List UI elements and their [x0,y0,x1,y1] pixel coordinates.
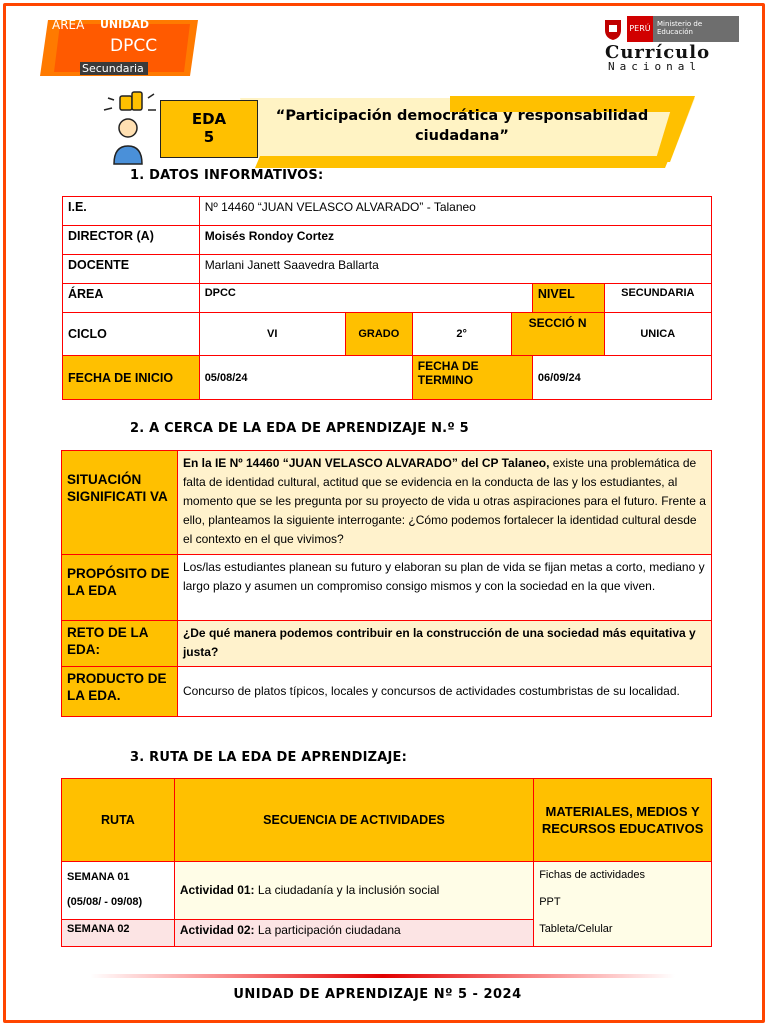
nivel-value: SECUNDARIA [604,284,711,313]
activity2-text: La participación ciudadana [254,922,401,937]
ministry-label: Ministerio de Educación [653,16,739,42]
material-item: Fichas de actividades [539,869,645,881]
material-item: Tableta/Celular [539,923,613,935]
week1-dates: (05/08/ - 09/08) [67,896,143,908]
materials-cell [534,862,712,947]
eda-title: “Participación democrática y responsabilidad ciudadana” [275,108,649,144]
level-label: Secundaria [80,62,148,75]
section2-title: 2. A CERCA DE LA EDA DE APRENDIZAJE N.º 5 [130,421,469,436]
docente-label: DOCENTE [63,255,200,284]
nivel-label: NIVEL [532,284,604,313]
situacion-label: SITUACIÓN SIGNIFICATI VA [62,451,178,555]
week1-cell [62,862,175,920]
activity2-cell [174,919,533,946]
eda-number: 5 [203,128,215,146]
header-materiales: MATERIALES, MEDIOS Y RECURSOS EDUCATIVOS [534,779,712,862]
course-label: DPCC [110,36,158,56]
fecha-termino-label: FECHA DE TERMINO [412,356,532,400]
section1-title: 1. DATOS INFORMATIVOS: [130,168,324,183]
grado-value: 2° [412,313,511,356]
activity1-text: La ciudadanía y la inclusión social [254,883,440,898]
proposito-text: Los/las estudiantes planean su futuro y elaboran su plan de vida se fijan metas a corto, mediano y largo plazo y asumen un compromiso consigo mismos y con la sociedad en la que viven. [177,555,711,621]
activity2-label: Actividad 02: [179,922,255,937]
unidad-label: UNIDAD [100,18,150,31]
datos-table [62,196,712,400]
director-label: DIRECTOR (A) [63,226,200,255]
eda-about-table [61,450,712,717]
fecha-inicio-value: 05/08/24 [199,356,412,400]
ciclo-label: CICLO [63,313,200,356]
material-item: PPT [539,896,561,908]
curriculo-subtitle: Nacional [608,60,701,73]
seccion-label: SECCIÓ N [511,313,604,356]
producto-label: PRODUCTO DE LA EDA. [62,667,178,717]
eda-label: EDA [191,110,227,128]
grado-label: GRADO [345,313,412,356]
director-value: Moisés Rondoy Cortez [199,226,711,255]
reto-label: RETO DE LA EDA: [62,621,178,667]
area-label: ÁREA [52,18,85,32]
ie-label: I.E. [63,197,200,226]
ciclo-value: VI [199,313,345,356]
fecha-inicio-label: FECHA DE INICIO [63,356,200,400]
footer-title: UNIDAD DE APRENDIZAJE Nº 5 - 2024 [233,987,522,1002]
header-ruta: RUTA [62,779,175,862]
eda-number-box [160,100,258,158]
ruta-table [61,778,712,947]
reto-text: ¿De qué manera podemos contribuir en la construcción de una sociedad más equitativa y justa? [177,621,711,667]
ie-value: Nº 14460 “JUAN VELASCO ALVARADO” - Talaneo [199,197,711,226]
week2-label: SEMANA 02 [62,919,175,946]
curriculo-title: Currículo [605,42,711,63]
peru-label: PERÚ [627,16,653,42]
docente-value: Marlani Janett Saavedra Ballarta [199,255,711,284]
fecha-termino-value: 06/09/24 [532,356,711,400]
week1-label: SEMANA 01 [67,871,130,883]
activity1-cell [174,862,533,920]
activity1-label: Actividad 01: [179,883,255,898]
proposito-label: PROPÓSITO DE LA EDA [62,555,178,621]
footer-divider [90,974,675,978]
situacion-body: existe una problemática de falta de identidad cultural, actitud que se evidencia en la conducta de las y los estudiantes, al momento que se les pregunta por su proyecto de vida u otras aspiraciones para el futuro. Frente a ello, planteamos la siguiente interrogante: ¿Cómo podemos fortalecer la identidad cultural desde el contexto en el que vivimos? [182,456,706,546]
header-secuencia: SECUENCIA DE ACTIVIDADES [174,779,533,862]
situacion-text [177,451,711,555]
area-value: DPCC [199,284,532,313]
situacion-bold: En la IE Nº 14460 “JUAN VELASCO ALVARADO” del CP Talaneo, [182,456,550,470]
seccion-value: UNICA [604,313,711,356]
peru-shield-icon [600,16,626,42]
producto-text: Concurso de platos típicos, locales y concursos de actividades costumbristas de su localidad. [177,667,711,717]
section3-title: 3. RUTA DE LA EDA DE APRENDIZAJE: [130,750,408,765]
area-row-label: ÁREA [63,284,200,313]
